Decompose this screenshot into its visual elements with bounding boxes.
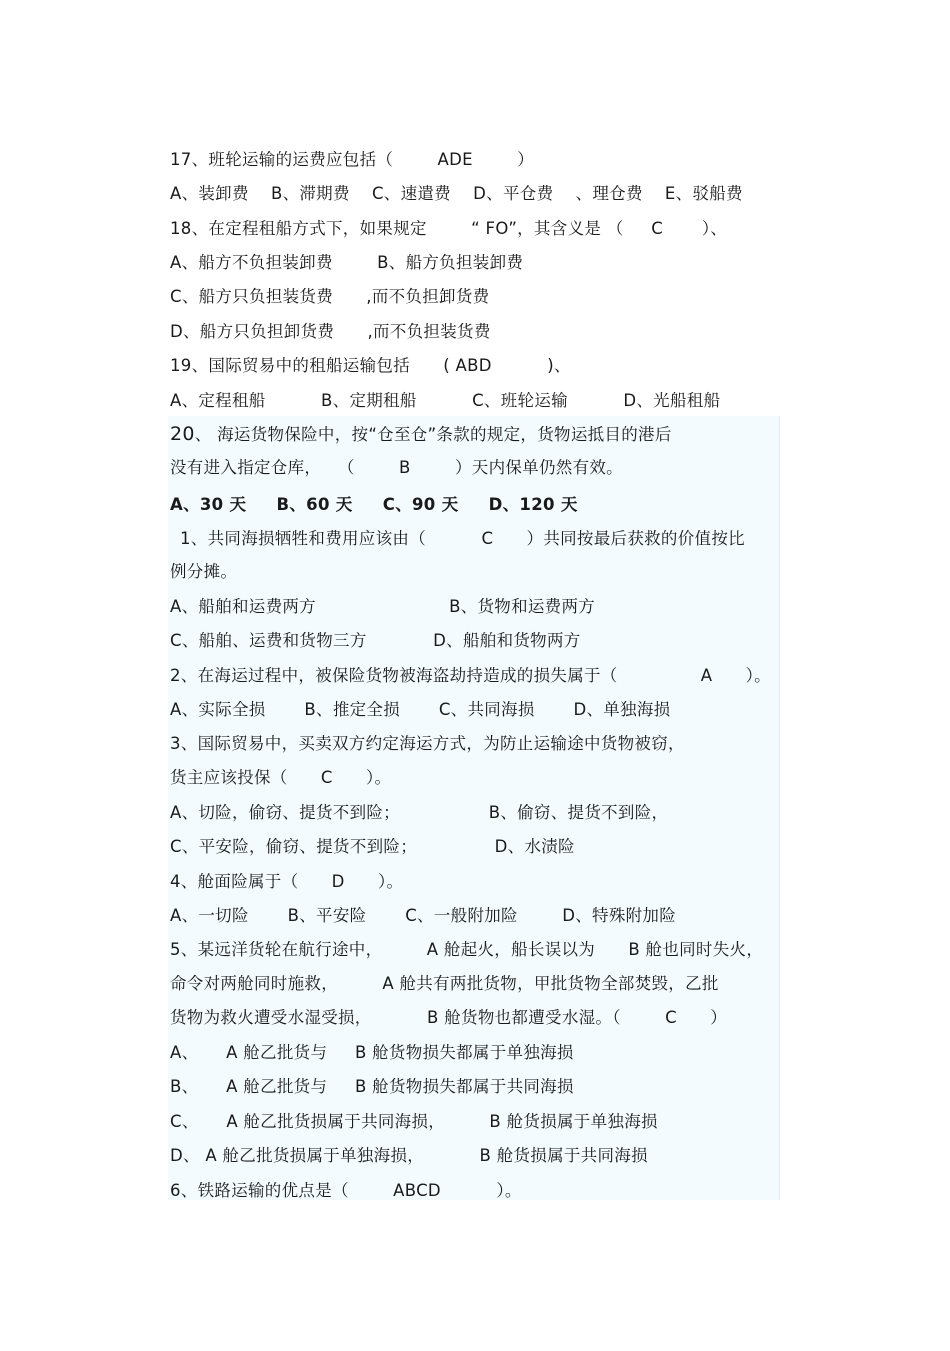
question-5-line-1: 5、某远洋货轮在航行途中， A 舱起火，船长误以为 B 舱也同时失火， bbox=[170, 940, 764, 959]
question-5-option-d: D、 A 舱乙批货损属于单独海损， B 舱货损属于共同海损 bbox=[170, 1146, 648, 1165]
question-2: 2、在海运过程中，被保险货物被海盗劫持造成的损失属于（ A ）。 bbox=[170, 666, 771, 685]
question-3-options-c-d: C、平安险，偷窃、提货不到险； D、水渍险 bbox=[170, 837, 575, 856]
question-20-line-1 bbox=[170, 423, 672, 446]
question-6: 6、铁路运输的优点是（ ABCD ）。 bbox=[170, 1181, 522, 1200]
question-20-options: A、30 天 B、60 天 C、90 天 D、120 天 bbox=[170, 495, 578, 514]
question-18-option-a-b: A、船方不负担装卸费 B、船方负担装卸费 bbox=[170, 253, 524, 272]
question-5-line-2: 命令对两舱同时施救， A 舱共有两批货物，甲批货物全部焚毁，乙批 bbox=[170, 974, 719, 993]
question-3-line-2: 货主应该投保（ C ）。 bbox=[170, 768, 392, 787]
question-3-options-a-b: A、切险，偷窃、提货不到险； B、偷窃、提货不到险， bbox=[170, 803, 669, 822]
question-18-option-d: D、船方只负担卸货费 ,而不负担装货费 bbox=[170, 322, 491, 341]
question-20-line-2: 没有进入指定仓库， （ B ）天内保单仍然有效。 bbox=[170, 458, 623, 477]
question-1-line-2: 例分摊。 bbox=[170, 562, 238, 581]
question-19: 19、国际贸易中的租船运输包括 ( ABD )、 bbox=[170, 356, 571, 375]
question-1-line-1: 1、共同海损牺牲和费用应该由（ C ）共同按最后获救的价值按比 bbox=[180, 529, 745, 548]
question-5-line-3: 货物为救火遭受水湿受损， B 舱货物也都遭受水湿。（ C ） bbox=[170, 1008, 728, 1027]
question-4-options: A、一切险 B、平安险 C、一般附加险 D、特殊附加险 bbox=[170, 906, 677, 925]
question-19-options: A、定程租船 B、定期租船 C、班轮运输 D、光船租船 bbox=[170, 391, 721, 410]
question-4: 4、舱面险属于（ D ）。 bbox=[170, 872, 404, 891]
question-20-text: 、 海运货物保险中，按“仓至仓”条款的规定，货物运抵目的港后 bbox=[194, 425, 672, 444]
question-20-number: 20 bbox=[170, 423, 195, 445]
question-5-option-a: A、 A 舱乙批货与 B 舱货物损失都属于单独海损 bbox=[170, 1043, 574, 1062]
question-1-options-a-b: A、船舶和运费两方 B、货物和运费两方 bbox=[170, 597, 596, 616]
question-2-options: A、实际全损 B、推定全损 C、共同海损 D、单独海损 bbox=[170, 700, 671, 719]
question-5-option-b: B、 A 舱乙批货与 B 舱货物损失都属于共同海损 bbox=[170, 1077, 574, 1096]
question-1-options-c-d: C、船舶、运费和货物三方 D、船舶和货物两方 bbox=[170, 631, 581, 650]
question-18-option-c: C、船方只负担装货费 ,而不负担卸货费 bbox=[170, 287, 490, 306]
question-18: 18、在定程租船方式下，如果规定 “ FO”，其含义是 （ C ）、 bbox=[170, 219, 728, 238]
question-3-line-1: 3、国际贸易中，买卖双方约定海运方式，为防止运输途中货物被窃， bbox=[170, 734, 685, 753]
question-17: 17、班轮运输的运费应包括（ ADE ） bbox=[170, 150, 535, 169]
question-5-option-c: C、 A 舱乙批货损属于共同海损， B 舱货损属于单独海损 bbox=[170, 1112, 658, 1131]
question-17-options: A、装卸费 B、滞期费 C、速遣费 D、平仓费 、理仓费 E、驳船费 bbox=[170, 184, 743, 203]
